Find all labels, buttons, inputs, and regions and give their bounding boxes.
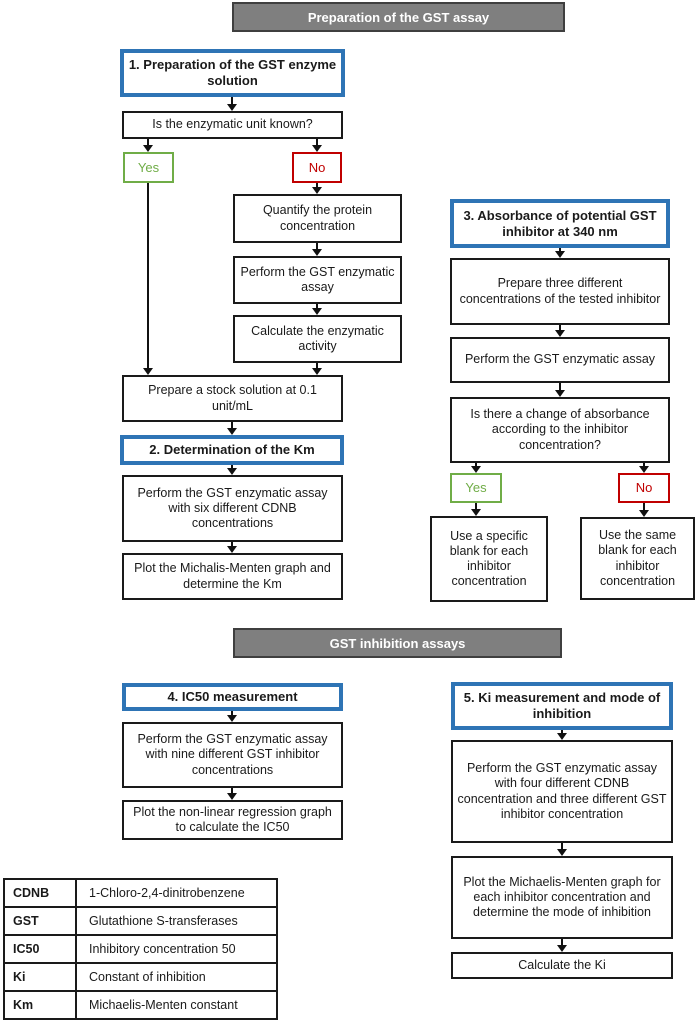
flow-arrow <box>555 248 565 258</box>
step3-no-box: No <box>618 473 670 503</box>
step1-quantify-box: Quantify the protein concentration <box>233 194 402 243</box>
legend-abbr: GST <box>4 907 76 935</box>
step4-title-box: 4. IC50 measurement <box>122 683 343 711</box>
flow-arrow <box>471 503 481 516</box>
flow-arrow <box>557 730 567 740</box>
step1-stock-box: Prepare a stock solution at 0.1 unit/mL <box>122 375 343 422</box>
legend-abbr: IC50 <box>4 935 76 963</box>
step3-yes-box: Yes <box>450 473 502 503</box>
table-row <box>4 907 277 935</box>
flow-arrow <box>312 139 322 152</box>
step5-plot-box: Plot the Michaelis-Menten graph for each inhibitor concentration and determine the mode of inhibition <box>451 856 673 939</box>
flow-arrow <box>312 183 322 194</box>
banner-preparation-gst-assay: Preparation of the GST assay <box>232 2 565 32</box>
step3-title-box: 3. Absorbance of potential GST inhibitor at 340 nm <box>450 199 670 248</box>
flow-arrow <box>227 542 237 553</box>
flow-arrow <box>227 97 237 111</box>
legend-definition: Michaelis-Menten constant <box>76 991 277 1019</box>
flow-arrow <box>312 363 322 375</box>
flow-arrow <box>312 304 322 315</box>
step3-same-blank-box: Use the same blank for each inhibitor concentration <box>580 517 695 600</box>
flow-arrow <box>227 711 237 722</box>
step1-yes-box: Yes <box>123 152 174 183</box>
legend-definition: Constant of inhibition <box>76 963 277 991</box>
flow-arrow <box>227 422 237 435</box>
legend-definition: 1-Chloro-2,4-dinitrobenzene <box>76 879 277 907</box>
banner-gst-inhibition-assays: GST inhibition assays <box>233 628 562 658</box>
legend-abbr: Km <box>4 991 76 1019</box>
flow-arrow <box>555 383 565 397</box>
step1-question-box: Is the enzymatic unit known? <box>122 111 343 139</box>
flow-arrow <box>639 463 649 473</box>
flow-arrow <box>557 843 567 856</box>
step2-title-box: 2. Determination of the Km <box>120 435 344 465</box>
flow-arrow <box>143 139 153 152</box>
step5-assay-box: Perform the GST enzymatic assay with four different CDNB concentration and three different GST inhibitor concentration <box>451 740 673 843</box>
table-row <box>4 991 277 1019</box>
step1-no-box: No <box>292 152 342 183</box>
step2-plot-box: Plot the Michalis-Menten graph and determine the Km <box>122 553 343 600</box>
step1-assay-box: Perform the GST enzymatic assay <box>233 256 402 304</box>
flow-arrow <box>227 465 237 475</box>
legend-definition: Glutathione S-transferases <box>76 907 277 935</box>
step1-activity-box: Calculate the enzymatic activity <box>233 315 402 363</box>
table-row <box>4 935 277 963</box>
step1-title-box: 1. Preparation of the GST enzyme solution <box>120 49 345 97</box>
flow-arrow <box>471 463 481 473</box>
step5-title-box: 5. Ki measurement and mode of inhibition <box>451 682 673 730</box>
step3-assay-box: Perform the GST enzymatic assay <box>450 337 670 383</box>
flow-arrow <box>143 183 153 375</box>
step2-assay-six-box: Perform the GST enzymatic assay with six different CDNB concentrations <box>122 475 343 542</box>
step5-calc-ki-box: Calculate the Ki <box>451 952 673 979</box>
legend-definition: Inhibitory concentration 50 <box>76 935 277 963</box>
flow-arrow <box>639 503 649 517</box>
flow-arrow <box>227 788 237 800</box>
step4-assay-nine-box: Perform the GST enzymatic assay with nine different GST inhibitor concentrations <box>122 722 343 788</box>
flow-arrow <box>555 325 565 337</box>
table-row <box>4 963 277 991</box>
step3-prepare-box: Prepare three different concentrations of the tested inhibitor <box>450 258 670 325</box>
table-row <box>4 879 277 907</box>
legend-abbr: CDNB <box>4 879 76 907</box>
flow-arrow <box>557 939 567 952</box>
abbreviation-legend-table <box>3 878 278 1020</box>
flow-arrow <box>312 243 322 256</box>
step4-plot-box: Plot the non-linear regression graph to calculate the IC50 <box>122 800 343 840</box>
step3-question-box: Is there a change of absorbance according to the inhibitor concentration? <box>450 397 670 463</box>
step3-specific-blank-box: Use a specific blank for each inhibitor concentration <box>430 516 548 602</box>
legend-abbr: Ki <box>4 963 76 991</box>
